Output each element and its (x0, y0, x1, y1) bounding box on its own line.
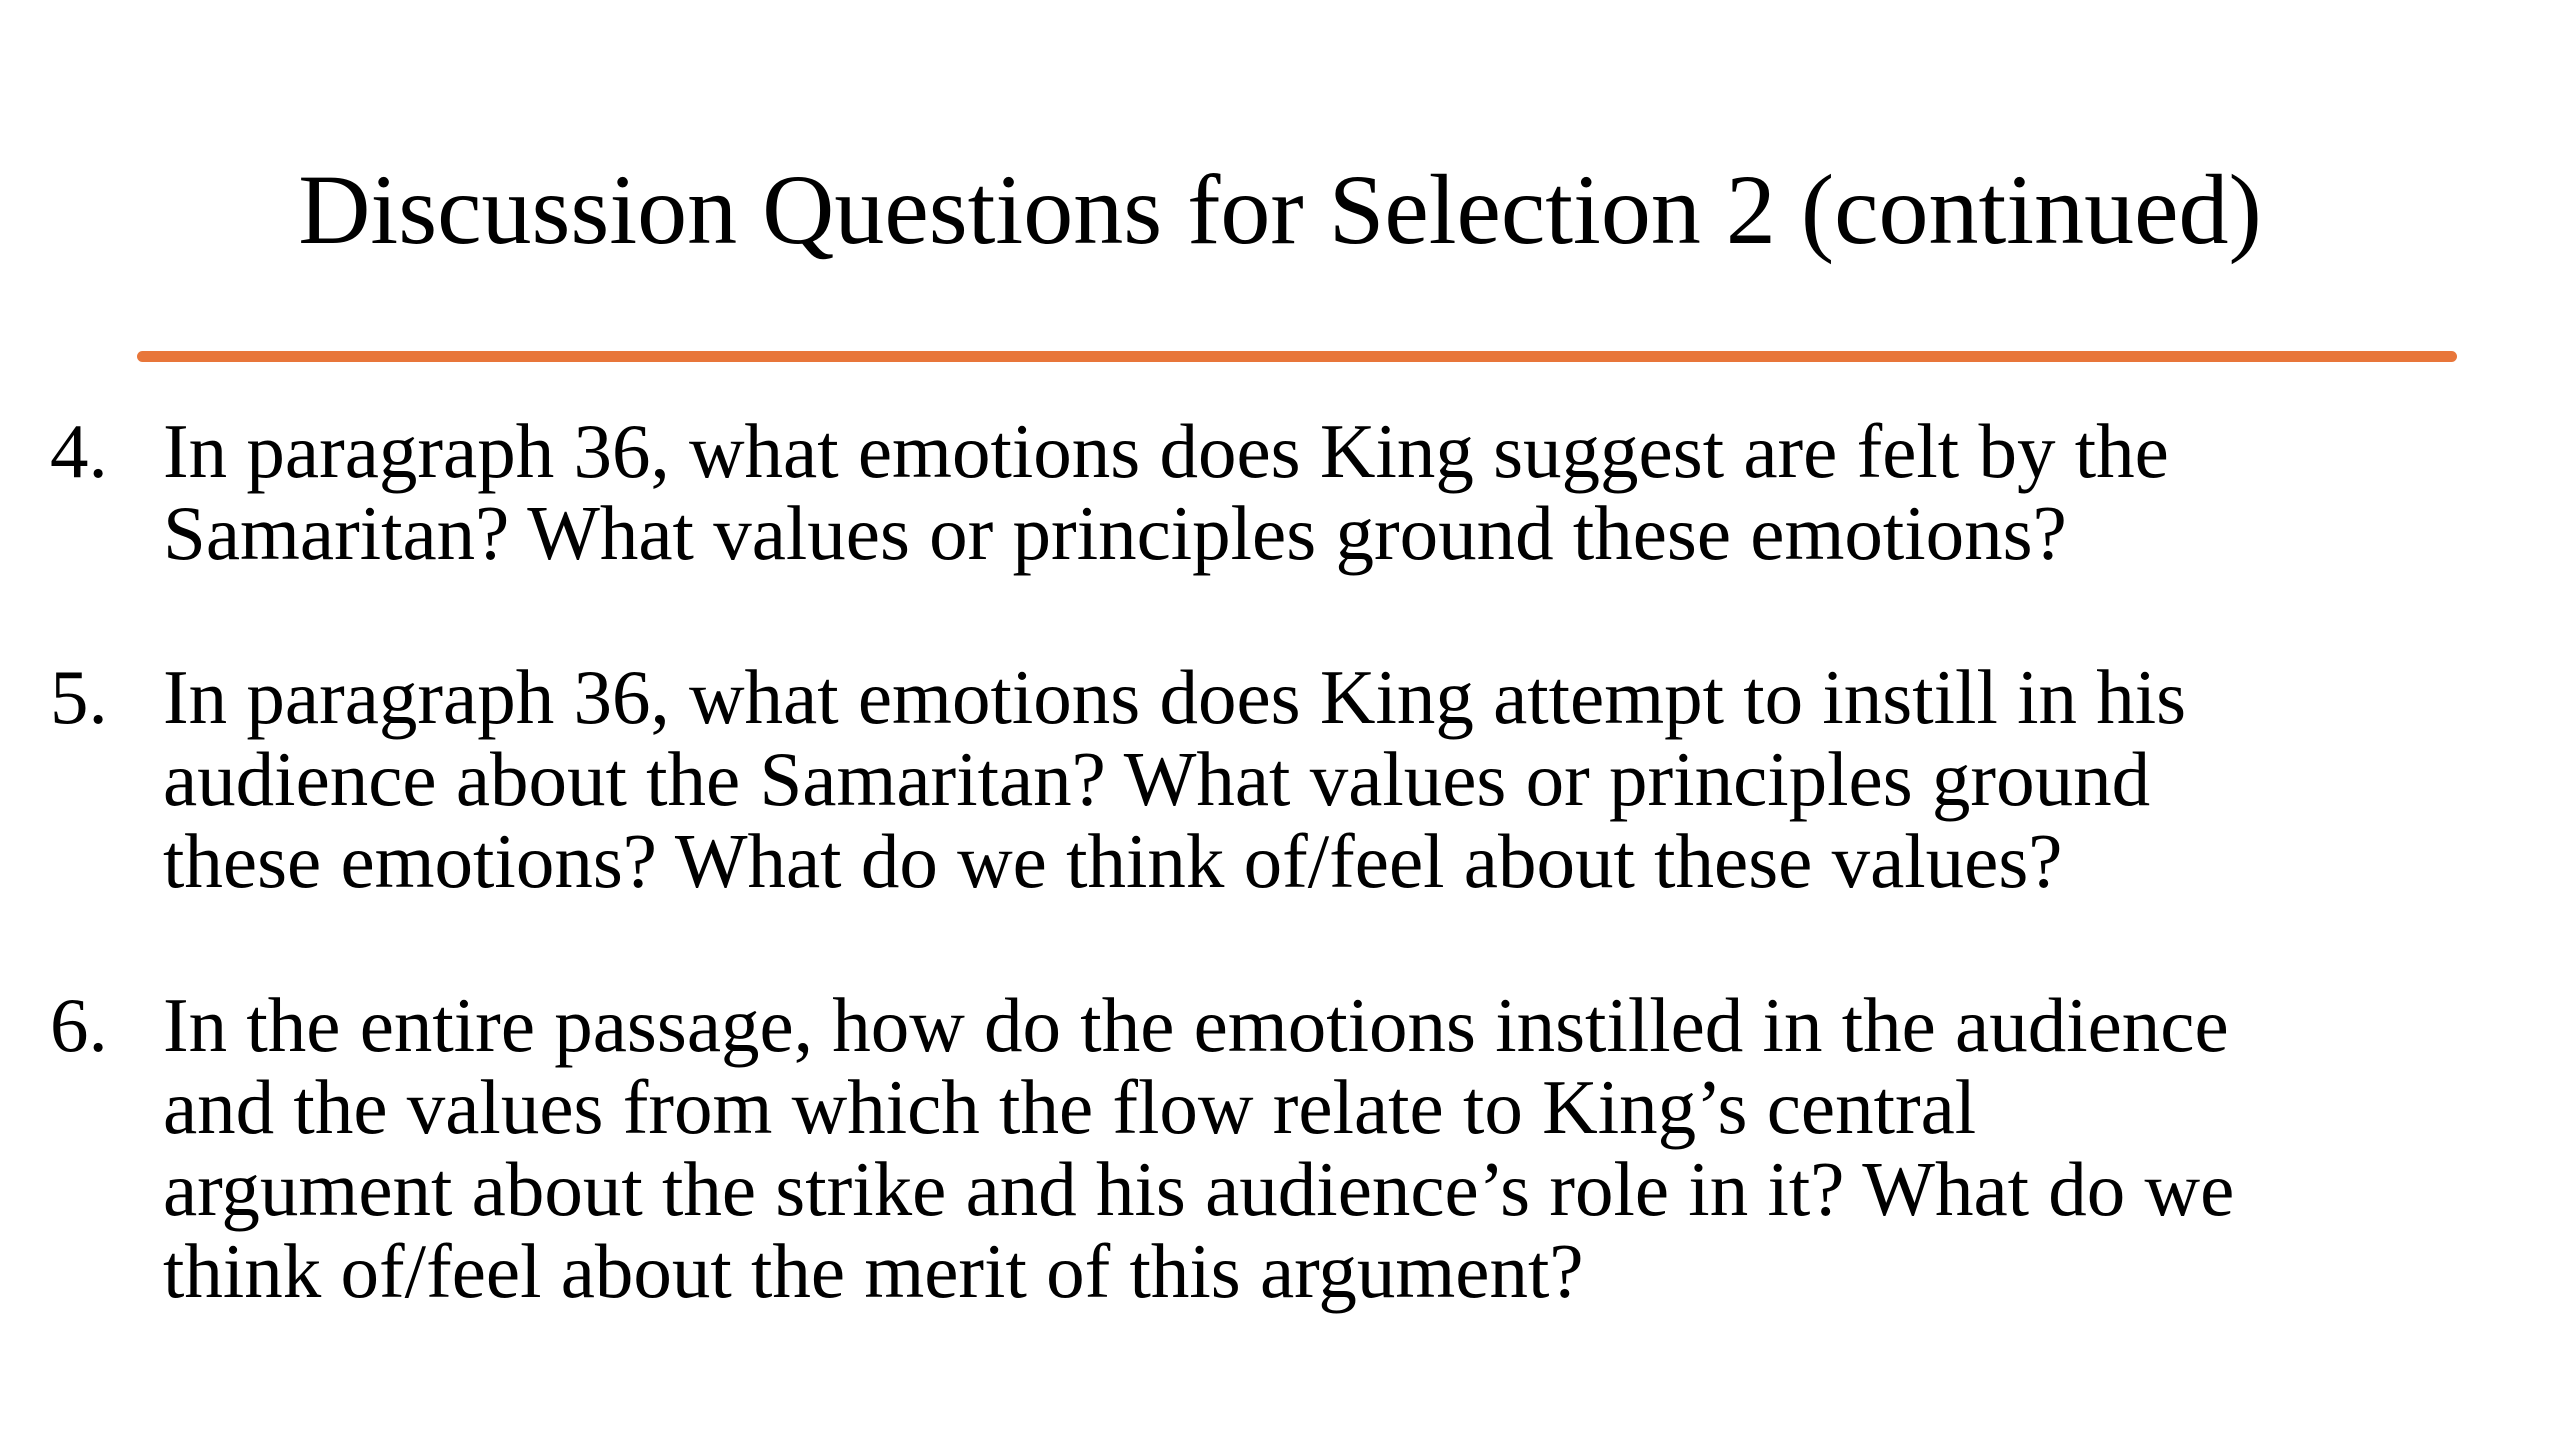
question-text-line: audience about the Samaritan? What values or principles ground (163, 736, 2151, 822)
question-5 (50, 656, 2540, 902)
question-list (50, 410, 2540, 1312)
question-number: 6. (50, 982, 108, 1068)
question-text-line: In paragraph 36, what emotions does King suggest are felt by the (163, 408, 2169, 494)
question-number: 5. (50, 654, 108, 740)
question-text-line: Samaritan? What values or principles ground these emotions? (163, 490, 2067, 576)
question-4 (50, 410, 2540, 574)
question-text-line: and the values from which the flow relate to King’s central (163, 1064, 1977, 1150)
slide-title: Discussion Questions for Selection 2 (continued) (298, 154, 2262, 265)
question-text-line: these emotions? What do we think of/feel about these values? (163, 818, 2063, 904)
question-text-line: argument about the strike and his audience’s role in it? What do we (163, 1146, 2235, 1232)
question-text-line: think of/feel about the merit of this argument? (163, 1228, 1584, 1314)
question-6 (50, 984, 2540, 1312)
question-text-line: In paragraph 36, what emotions does King attempt to instill in his (163, 654, 2187, 740)
title-divider (137, 351, 2457, 362)
question-text-line: In the entire passage, how do the emotions instilled in the audience (163, 982, 2229, 1068)
question-number: 4. (50, 408, 108, 494)
